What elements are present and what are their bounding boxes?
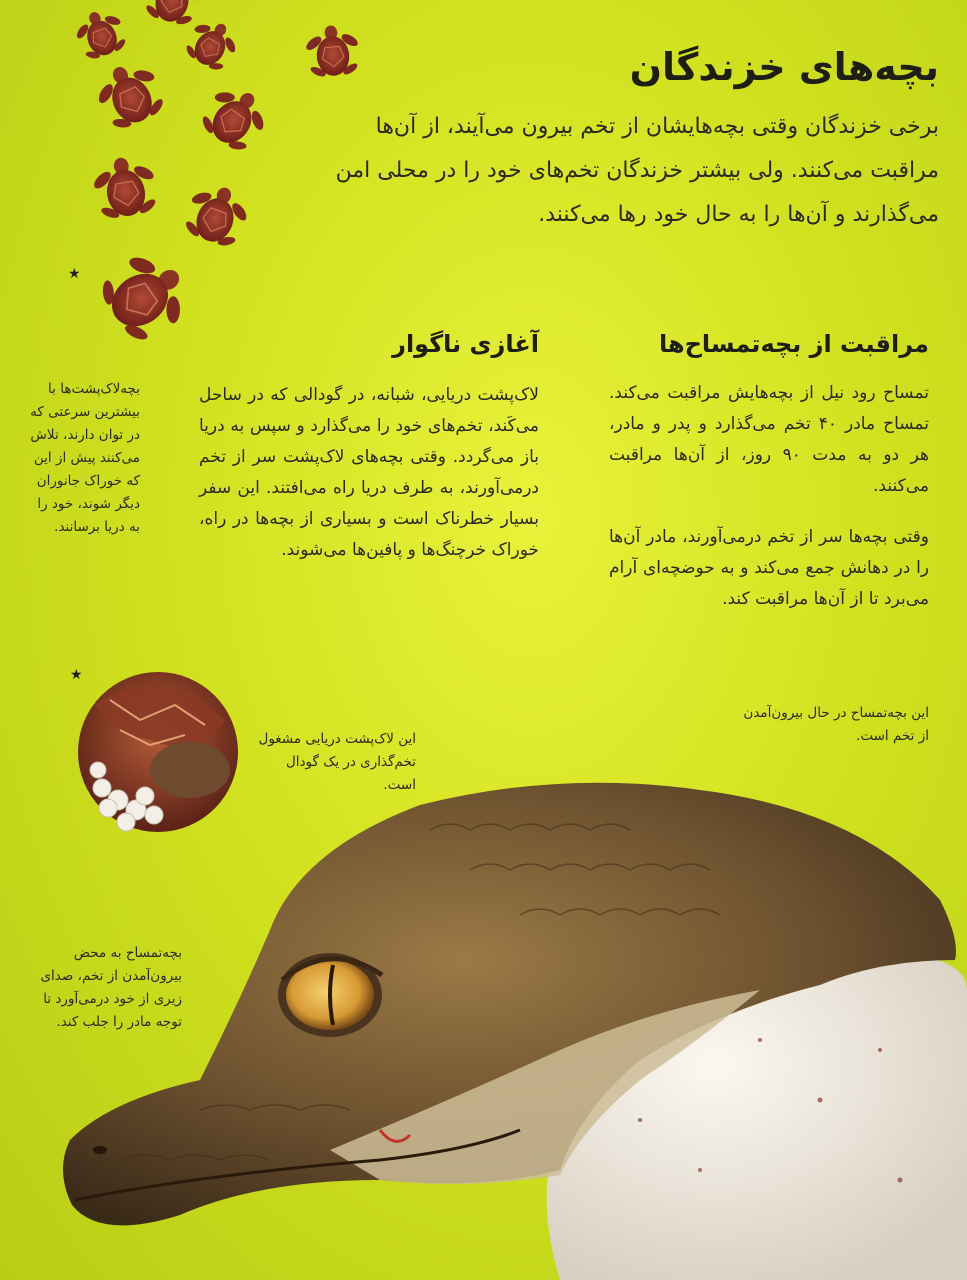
turtle-paragraph: لاک‌پشت دریایی، شبانه، در گودالی که در ساحل می‌کَند، تخم‌های خود را می‌گذارد و سپس به دریا باز می‌گردد. وقتی بچه‌های لاک‌پشت سر از تخم درمی‌آورند، به طرف دریا راه می‌افتند. این سفر بسیار خطرناک است و بسیاری از بچه‌ها در راه، خوراک خرچنگ‌ها و پافین‌ها می‌شوند. [199, 385, 539, 560]
star-marker-2: ★ [70, 667, 83, 683]
page-title: بچه‌های خزندگان [629, 45, 939, 89]
intro-paragraph: برخی خزندگان وقتی بچه‌هایشان از تخم بیرون می‌آیند، از آن‌ها مراقبت می‌کنند. ولی بیشتر خزندگان تخم‌های خود را در محلی امن می‌گذارند و آن‌ها را به حال خود رها می‌کنند. [335, 114, 939, 227]
turtle-section-heading: آغازی ناگوار [392, 330, 539, 358]
hatching-crocodile-caption: این بچه‌تمساح در حال بیرون‌آمدن از تخم است. [743, 705, 929, 744]
nesting-turtle-photo [78, 672, 238, 832]
crocodile-sound-caption: بچه‌تمساح به محض بیرون‌آمدن از تخم، صدای زیری از خود درمی‌آورد تا توجه مادر را جلب کند. [40, 945, 182, 1030]
star-marker-1: ★ [68, 266, 81, 282]
crocodile-paragraph-1: تمساح رود نیل از بچه‌هایش مراقبت می‌کند. تمساح مادر ۴۰ تخم می‌گذارد و پدر و مادر، هر دو به مدت ۹۰ روز، از آن‌ها مراقبت می‌کنند. [609, 383, 929, 496]
crocodile-paragraph-2: وقتی بچه‌ها سر از تخم درمی‌آورند، مادر آن‌ها را در دهانش جمع می‌کند و به حوضچه‌ای آرام می‌برد تا از آن‌ها مراقبت کند. [609, 527, 929, 609]
crocodile-section-heading: مراقبت از بچه‌تمساح‌ها [658, 330, 929, 358]
hatchlings-caption: بچه‌لاک‌پشت‌ها با بیشترین سرعتی که در توان دارند، تلاش می‌کنند پیش از این که خوراک جانوران دیگر شوند، خود را به دریا برسانند. [30, 381, 140, 535]
nesting-turtle-caption: این لاک‌پشت دریایی مشغول تخم‌گذاری در یک گودال است. [258, 731, 416, 793]
